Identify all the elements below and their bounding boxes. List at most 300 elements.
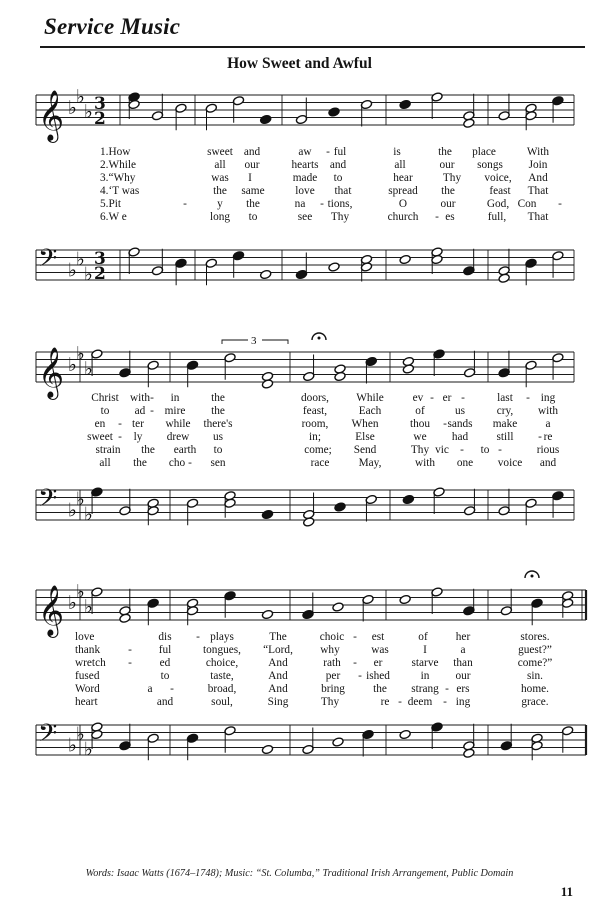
lyric-syllable: 1.How	[100, 146, 131, 158]
lyric-syllable: And	[268, 670, 288, 682]
lyric-syllable: love	[295, 185, 315, 197]
lyric-line	[0, 198, 599, 211]
lyric-syllable: Thy	[330, 211, 350, 223]
lyric-syllable: fused	[75, 670, 100, 682]
flat-sign: ♭	[68, 499, 77, 522]
note-head	[186, 606, 198, 616]
bass-clef: 𝄢	[38, 484, 58, 519]
lyric-syllable: re	[543, 431, 553, 443]
note-head	[463, 266, 475, 276]
note-head	[151, 266, 163, 276]
treble-clef: 𝄞	[38, 585, 65, 636]
lyric-syllable: 4.‘T was	[100, 185, 140, 197]
note-head	[302, 744, 314, 754]
lyric-syllable: sweet	[87, 431, 113, 443]
lyric-syllable: -	[353, 657, 357, 669]
note-head	[365, 494, 377, 504]
lyric-syllable: hear	[393, 172, 413, 184]
lyric-syllable: cho	[168, 457, 186, 469]
lyric-syllable: re	[380, 696, 390, 708]
note-head	[119, 506, 131, 516]
note-head	[334, 502, 346, 512]
lyric-syllable: Con	[517, 198, 537, 210]
lyric-syllable: was	[211, 172, 229, 184]
lyric-syllable: est	[371, 631, 385, 643]
lyric-syllable: -	[150, 405, 154, 417]
flat-sign: ♭	[84, 100, 93, 123]
system-1-bass-staff	[0, 240, 599, 300]
lyric-syllable: same	[241, 185, 265, 197]
lyric-syllable: sweet	[207, 146, 233, 158]
lyric-syllable: the	[141, 444, 155, 456]
lyric-syllable: all	[99, 457, 111, 469]
flat-sign: ♭	[76, 248, 85, 271]
note-head	[552, 251, 564, 261]
header-rule	[40, 46, 585, 48]
note-head	[260, 269, 272, 279]
lyric-syllable: When	[351, 418, 379, 430]
page-number: 11	[560, 884, 573, 899]
lyric-syllable: And	[268, 683, 288, 695]
time-signature-top: 3	[94, 249, 106, 269]
lyric-syllable: to	[480, 444, 490, 456]
note-head	[119, 613, 131, 623]
lyric-syllable: love	[75, 631, 95, 643]
note-head	[525, 498, 537, 508]
lyric-syllable: While	[356, 392, 384, 404]
lyric-line	[0, 185, 599, 198]
flat-sign: ♭	[84, 357, 93, 380]
note-head	[525, 258, 537, 268]
lyric-syllable: tongues,	[203, 644, 241, 656]
lyric-syllable: come?”	[517, 657, 553, 669]
lyric-syllable: hearts	[291, 159, 319, 171]
lyric-syllable: there's	[203, 418, 233, 430]
lyric-syllable: Thy	[410, 444, 430, 456]
note-head	[525, 111, 537, 121]
time-signature-top: 3	[94, 94, 106, 114]
note-head	[365, 356, 377, 366]
lyric-syllable: Thy	[320, 696, 340, 708]
lyric-syllable: home.	[521, 683, 549, 695]
lyric-syllable: -	[326, 146, 330, 158]
note-head	[399, 254, 411, 264]
flat-sign: ♭	[76, 342, 85, 365]
lyric-syllable: ter	[132, 418, 144, 430]
note-head	[552, 353, 564, 363]
lyric-syllable: ers	[456, 683, 470, 695]
lyric-syllable: a	[147, 683, 153, 695]
lyric-syllable: to	[248, 211, 258, 223]
lyric-syllable: that	[334, 185, 352, 197]
lyric-syllable: soul,	[211, 696, 233, 708]
lyric-syllable: and	[243, 146, 261, 158]
note-head	[261, 509, 273, 519]
lyric-syllable: -	[435, 211, 439, 223]
lyric-syllable: feast	[489, 185, 511, 197]
lyric-line	[0, 657, 599, 670]
lyric-syllable: in	[170, 392, 180, 404]
lyric-syllable: -	[461, 392, 465, 404]
lyric-syllable: come;	[304, 444, 332, 456]
lyric-syllable: -	[188, 457, 192, 469]
lyric-line	[0, 431, 599, 444]
lyric-syllable: I	[423, 644, 427, 656]
lyric-syllable: ful	[333, 146, 347, 158]
note-head	[232, 96, 244, 106]
lyric-syllable: drew	[166, 431, 190, 443]
lyric-syllable: Christ	[91, 392, 119, 404]
lyric-syllable: -	[558, 198, 562, 210]
system-2-lyrics	[0, 392, 599, 470]
lyric-syllable: tions,	[327, 198, 353, 210]
lyric-syllable: The	[269, 631, 287, 643]
lyric-syllable: broad,	[207, 683, 237, 695]
lyric-line	[0, 696, 599, 709]
lyric-syllable: we	[413, 431, 427, 443]
lyric-syllable: choic	[319, 631, 345, 643]
lyric-syllable: 5.Pit	[100, 198, 122, 210]
note-head	[531, 598, 543, 608]
lyric-syllable: one	[456, 457, 474, 469]
lyric-syllable: ing	[540, 392, 556, 404]
lyric-syllable: vic	[435, 444, 449, 456]
note-head	[332, 602, 344, 612]
lyric-syllable: plays	[210, 631, 234, 643]
note-head	[399, 729, 411, 739]
note-head	[147, 506, 159, 516]
flat-sign: ♭	[68, 354, 77, 376]
note-head	[186, 498, 198, 508]
note-head	[119, 741, 131, 751]
flat-sign: ♭	[68, 592, 77, 614]
lyric-syllable: -	[498, 444, 502, 456]
treble-clef: 𝄞	[38, 347, 65, 398]
lyric-syllable: strain	[95, 444, 121, 456]
lyric-syllable: bring	[321, 683, 345, 695]
note-head	[552, 491, 564, 501]
lyric-syllable: -	[445, 683, 449, 695]
lyric-syllable: 6.W e	[100, 211, 127, 223]
note-head	[399, 99, 411, 109]
lyric-syllable: ished	[366, 670, 390, 682]
lyric-syllable: and	[539, 457, 557, 469]
lyric-syllable: had	[451, 431, 469, 443]
lyric-syllable: ev	[412, 392, 424, 404]
lyric-syllable: of	[415, 405, 425, 417]
lyric-syllable: room,	[301, 418, 329, 430]
system-1-treble-staff	[0, 85, 599, 145]
lyric-syllable: make	[492, 418, 518, 430]
lyric-syllable: while	[165, 418, 191, 430]
note-head	[498, 273, 510, 283]
system-2-bass-staff	[0, 480, 599, 540]
note-head	[433, 349, 445, 359]
lyric-syllable: our	[440, 198, 456, 210]
lyric-syllable: sen	[210, 457, 226, 469]
note-head	[463, 748, 475, 758]
note-head	[334, 371, 346, 381]
lyric-syllable: our	[244, 159, 260, 171]
note-head	[261, 379, 273, 389]
note-head	[175, 103, 187, 113]
flat-sign: ♭	[68, 259, 77, 282]
lyric-syllable: That	[527, 211, 549, 223]
lyric-syllable: the	[133, 457, 147, 469]
lyric-syllable: heart	[75, 696, 98, 708]
lyric-syllable: taste,	[210, 670, 234, 682]
lyric-line	[0, 172, 599, 185]
lyric-syllable: Sing	[267, 696, 289, 708]
note-head	[552, 96, 564, 106]
lyric-syllable: “Lord,	[263, 644, 293, 656]
lyric-syllable: the	[438, 146, 452, 158]
lyric-syllable: 2.While	[100, 159, 137, 171]
lyric-syllable: the	[211, 392, 225, 404]
lyric-syllable: mire	[164, 405, 186, 417]
lyric-syllable: of	[418, 631, 428, 643]
note-head	[186, 733, 198, 743]
note-head	[328, 107, 340, 117]
lyric-syllable: Thy	[442, 172, 462, 184]
lyric-syllable: stores.	[520, 631, 550, 643]
note-head	[205, 103, 217, 113]
flat-sign: ♭	[76, 488, 85, 511]
lyric-syllable: the	[441, 185, 455, 197]
lyric-syllable: to	[213, 444, 223, 456]
lyric-syllable: place	[472, 146, 496, 158]
fermata-dot	[318, 337, 321, 340]
lyric-syllable: God,	[486, 198, 510, 210]
lyric-syllable: in;	[309, 431, 321, 443]
lyric-syllable: aw	[298, 146, 312, 158]
time-signature-bottom: 2	[94, 109, 106, 129]
lyric-line	[0, 211, 599, 224]
lyric-syllable: to	[160, 670, 170, 682]
flat-sign: ♭	[84, 595, 93, 618]
lyric-syllable: full,	[487, 211, 507, 223]
note-head	[402, 364, 414, 374]
note-head	[151, 111, 163, 121]
note-head	[500, 741, 512, 751]
lyric-syllable: -	[443, 696, 447, 708]
note-head	[431, 587, 443, 597]
lyric-syllable: -	[526, 392, 530, 404]
lyric-syllable: per	[325, 670, 341, 682]
lyric-syllable: -	[320, 198, 324, 210]
note-head	[175, 258, 187, 268]
lyric-syllable: -	[443, 418, 447, 430]
note-head	[224, 353, 236, 363]
lyric-syllable: and	[329, 159, 347, 171]
lyric-syllable: a	[460, 644, 466, 656]
lyric-syllable: ed	[159, 657, 171, 669]
lyric-syllable: us	[212, 431, 224, 443]
lyric-syllable: is	[393, 146, 401, 158]
lyric-syllable: deem	[407, 696, 433, 708]
lyric-syllable: I	[248, 172, 252, 184]
lyric-syllable: all	[214, 159, 226, 171]
lyric-syllable: her	[455, 631, 471, 643]
lyric-syllable: -	[398, 696, 402, 708]
lyric-line	[0, 631, 599, 644]
lyric-syllable: y	[217, 198, 223, 210]
note-head	[224, 726, 236, 736]
note-head	[91, 587, 103, 597]
lyric-syllable: strang	[411, 683, 439, 695]
lyric-syllable: why	[320, 644, 340, 656]
flat-sign: ♭	[84, 263, 93, 286]
note-head	[328, 262, 340, 272]
lyric-syllable: the	[246, 198, 260, 210]
note-head	[431, 722, 443, 732]
lyric-syllable: starve	[411, 657, 439, 669]
lyric-syllable: choice,	[205, 657, 239, 669]
lyric-syllable: than	[453, 657, 473, 669]
note-head	[399, 594, 411, 604]
triplet-number: 3	[251, 335, 257, 347]
note-head	[360, 99, 372, 109]
lyric-line	[0, 670, 599, 683]
lyric-syllable: ful	[158, 644, 172, 656]
note-head	[128, 99, 140, 109]
flat-sign: ♭	[76, 85, 85, 108]
note-head	[464, 368, 476, 378]
lyric-syllable: a	[545, 418, 551, 430]
lyric-syllable: And	[528, 172, 548, 184]
note-head	[362, 729, 374, 739]
note-head	[525, 360, 537, 370]
lyric-syllable: was	[371, 644, 389, 656]
lyric-syllable: our	[455, 670, 471, 682]
lyric-syllable: -	[150, 392, 154, 404]
lyric-syllable: with	[537, 405, 559, 417]
lyric-syllable: our	[439, 159, 455, 171]
note-head	[360, 262, 372, 272]
lyric-syllable: Join	[528, 159, 548, 171]
lyric-syllable: long	[209, 211, 231, 223]
note-head	[147, 360, 159, 370]
lyric-syllable: with	[414, 457, 436, 469]
lyric-syllable: -	[538, 431, 542, 443]
note-head	[260, 114, 272, 124]
lyric-syllable: 3.“Why	[100, 172, 136, 184]
lyric-syllable: -	[196, 631, 200, 643]
system-3-bass-staff	[0, 715, 599, 775]
lyric-syllable: er	[373, 657, 383, 669]
credits-line: Words: Isaac Watts (1674–1748); Music: “St. Columba,” Traditional Irish Arrangement, Public Domain	[85, 868, 514, 879]
lyric-syllable: in	[420, 670, 430, 682]
lyric-syllable: see	[297, 211, 313, 223]
lyric-syllable: That	[527, 185, 549, 197]
lyric-syllable: feast,	[302, 405, 328, 417]
note-head	[224, 591, 236, 601]
note-head	[119, 368, 131, 378]
lyric-syllable: sin.	[526, 670, 544, 682]
section-title: Service Music	[44, 14, 181, 39]
lyric-syllable: ing	[455, 696, 471, 708]
lyric-syllable: voice	[497, 457, 523, 469]
note-head	[332, 737, 344, 747]
note-head	[498, 111, 510, 121]
lyric-syllable: Else	[355, 431, 375, 443]
flat-sign: ♭	[76, 723, 85, 746]
lyric-syllable: -	[118, 431, 122, 443]
system-3-lyrics	[0, 631, 599, 709]
lyric-syllable: with	[129, 392, 151, 404]
note-head	[261, 609, 273, 619]
lyric-line	[0, 644, 599, 657]
lyric-syllable: -	[353, 631, 357, 643]
lyric-syllable: thank	[75, 644, 101, 656]
lyric-syllable: cry,	[496, 405, 514, 417]
note-head	[128, 247, 140, 257]
lyric-syllable: es	[445, 211, 455, 223]
lyric-syllable: last	[497, 392, 513, 404]
lyric-syllable: O	[398, 198, 408, 210]
lyric-syllable: grace.	[521, 696, 549, 708]
flat-sign: ♭	[76, 580, 85, 603]
lyric-syllable: na	[294, 198, 306, 210]
lyric-syllable: rious	[536, 444, 560, 456]
lyric-syllable: made	[292, 172, 318, 184]
lyric-syllable: -	[170, 683, 174, 695]
note-head	[147, 733, 159, 743]
bass-clef: 𝄢	[38, 244, 58, 279]
treble-clef: 𝄞	[38, 90, 65, 141]
lyric-syllable: sands	[447, 418, 473, 430]
flat-sign: ♭	[84, 738, 93, 761]
lyric-line	[0, 444, 599, 457]
note-head	[500, 606, 512, 616]
note-head	[303, 517, 315, 527]
time-signature-bottom: 2	[94, 264, 106, 284]
lyric-syllable: wretch	[75, 657, 106, 669]
lyric-syllable: the	[213, 185, 227, 197]
note-head	[91, 349, 103, 359]
lyric-syllable: -	[358, 670, 362, 682]
lyric-syllable: all	[394, 159, 406, 171]
note-head	[91, 487, 103, 497]
note-head	[464, 506, 476, 516]
lyric-syllable: -	[128, 644, 132, 656]
system-1-lyrics	[0, 146, 599, 224]
lyric-syllable: With	[526, 146, 550, 158]
flat-sign: ♭	[68, 97, 77, 119]
note-head	[463, 118, 475, 128]
lyric-syllable: race	[310, 457, 330, 469]
lyric-syllable: May,	[358, 457, 382, 469]
lyric-syllable: doors,	[301, 392, 329, 404]
hymn-title: How Sweet and Awful	[227, 55, 372, 72]
note-head	[224, 498, 236, 508]
lyric-syllable: er	[442, 392, 452, 404]
flat-sign: ♭	[68, 734, 77, 757]
lyric-syllable: -	[118, 418, 122, 430]
lyric-line	[0, 683, 599, 696]
note-head	[232, 251, 244, 261]
lyric-syllable: -	[430, 392, 434, 404]
lyric-syllable: ad	[134, 405, 146, 417]
bass-clef: 𝄢	[38, 719, 58, 754]
lyric-syllable: en	[94, 418, 106, 430]
note-head	[362, 594, 374, 604]
note-head	[402, 494, 414, 504]
note-head	[562, 598, 574, 608]
note-head	[431, 92, 443, 102]
note-head	[463, 606, 475, 616]
lyric-line	[0, 418, 599, 431]
